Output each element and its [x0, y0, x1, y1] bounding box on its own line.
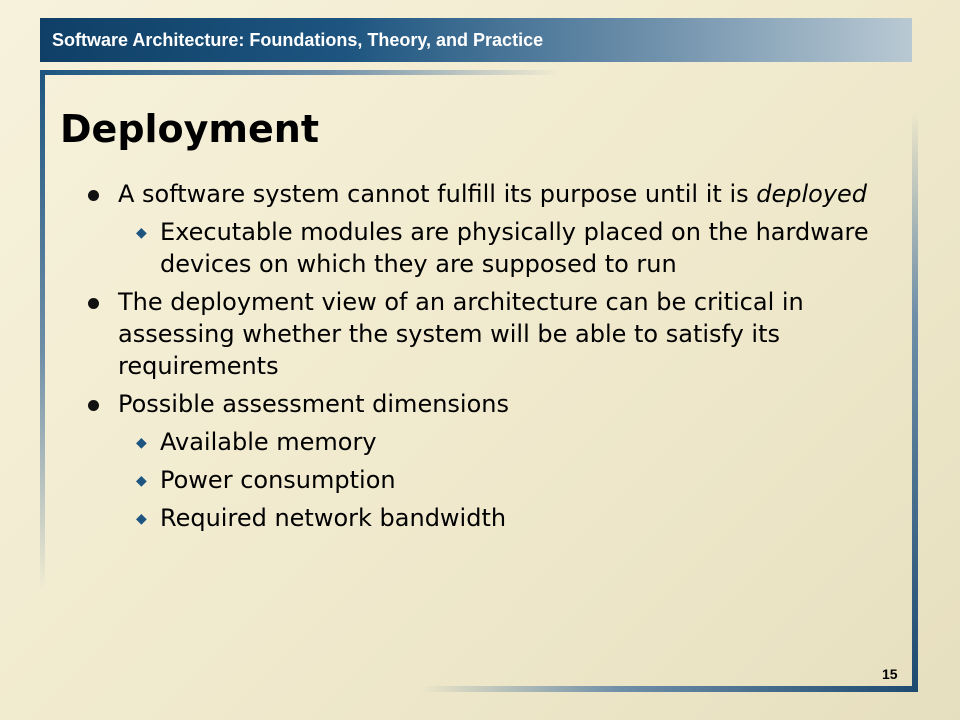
- bullet-emphasis: deployed: [756, 180, 868, 208]
- bullet-text: Possible assessment dimensions: [118, 390, 509, 418]
- bullet-dot-icon: [88, 400, 99, 411]
- slide-title: Deployment: [60, 107, 320, 151]
- sub-bullet-item: [118, 464, 886, 496]
- sub-bullet-item: [118, 216, 886, 280]
- diamond-bullet-icon: ◆: [136, 473, 147, 489]
- sub-bullet-text: Required network bandwidth: [160, 504, 507, 532]
- sub-bullet-text: Available memory: [160, 428, 377, 456]
- frame-bottom-line: [420, 686, 918, 692]
- bullet-dot-icon: [88, 298, 99, 309]
- frame-left-line: [40, 70, 45, 590]
- diamond-bullet-icon: ◆: [136, 435, 147, 451]
- sub-bullet-text: Power consumption: [160, 466, 396, 494]
- bullet-text: A software system cannot fulfill its purpose until it is: [118, 180, 757, 208]
- page-number: 15: [882, 666, 898, 682]
- diamond-bullet-icon: ◆: [136, 511, 147, 527]
- course-title: Software Architecture: Foundations, Theory, and Practice: [52, 30, 544, 50]
- sub-bullet-item: [118, 426, 886, 458]
- bullet-list: [86, 178, 886, 534]
- header-bar: [40, 18, 912, 62]
- diamond-bullet-icon: ◆: [136, 225, 147, 241]
- bullet-dot-icon: [88, 190, 99, 201]
- bullet-item: [86, 178, 886, 210]
- bullet-text: The deployment view of an architecture can be critical in assessing whether the system will be able to satisfy its requirements: [118, 288, 804, 380]
- sub-bullet-item: [118, 502, 886, 534]
- frame-right-line: [912, 110, 918, 692]
- frame-top-line: [40, 70, 560, 75]
- sub-bullet-text: Executable modules are physically placed on the hardware devices on which they are supposed to run: [160, 218, 869, 278]
- bullet-item: [86, 388, 886, 420]
- bullet-item: [86, 286, 886, 382]
